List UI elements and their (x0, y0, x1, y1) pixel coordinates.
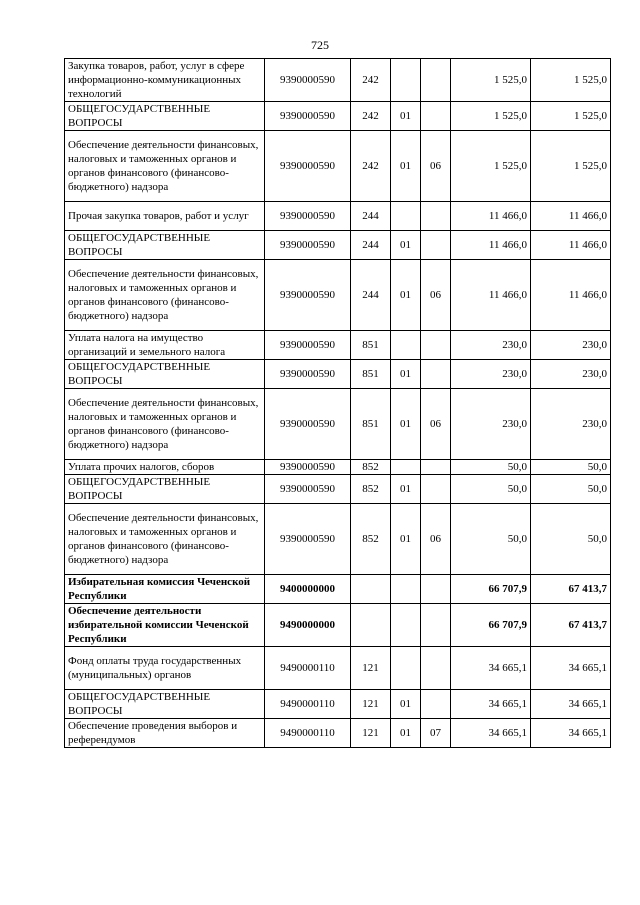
amount-year2-cell: 34 665,1 (531, 690, 611, 719)
subsection-cell (421, 475, 451, 504)
subsection-cell (421, 647, 451, 690)
table-row (65, 131, 611, 202)
subsection-cell: 06 (421, 389, 451, 460)
table-row (65, 231, 611, 260)
amount-year1-cell: 34 665,1 (451, 690, 531, 719)
row-name-cell: Обеспечение деятельности избирательной комиссии Чеченской Республики (65, 604, 265, 647)
table-row (65, 389, 611, 460)
section-cell: 01 (391, 102, 421, 131)
table-row (65, 202, 611, 231)
section-cell: 01 (391, 719, 421, 748)
expense-type-cell: 852 (351, 475, 391, 504)
subsection-cell: 06 (421, 260, 451, 331)
amount-year2-cell: 230,0 (531, 331, 611, 360)
amount-year2-cell: 34 665,1 (531, 647, 611, 690)
amount-year1-cell: 1 525,0 (451, 102, 531, 131)
expense-type-cell (351, 575, 391, 604)
expense-type-cell: 852 (351, 460, 391, 475)
amount-year1-cell: 66 707,9 (451, 575, 531, 604)
table-body (65, 59, 611, 748)
section-cell: 01 (391, 504, 421, 575)
target-article-cell: 9390000590 (265, 331, 351, 360)
section-cell (391, 460, 421, 475)
page-number: 725 (311, 38, 329, 52)
table-row (65, 575, 611, 604)
section-cell: 01 (391, 260, 421, 331)
expense-type-cell: 121 (351, 690, 391, 719)
expense-type-cell: 242 (351, 131, 391, 202)
amount-year2-cell: 50,0 (531, 460, 611, 475)
subsection-cell (421, 460, 451, 475)
target-article-cell: 9400000000 (265, 575, 351, 604)
subsection-cell (421, 102, 451, 131)
row-name-cell: Обеспечение деятельности финансовых, налоговых и таможенных органов и органов финансового (финансово-бюджетного) надзора (65, 389, 265, 460)
subsection-cell (421, 360, 451, 389)
amount-year2-cell: 230,0 (531, 389, 611, 460)
budget-table (64, 58, 611, 748)
row-name-cell: Фонд оплаты труда государственных (муниципальных) органов (65, 647, 265, 690)
amount-year1-cell: 230,0 (451, 389, 531, 460)
row-name-cell: ОБЩЕГОСУДАРСТВЕННЫЕ ВОПРОСЫ (65, 231, 265, 260)
target-article-cell: 9390000590 (265, 504, 351, 575)
row-name-cell: Уплата налога на имущество организаций и земельного налога (65, 331, 265, 360)
target-article-cell: 9490000000 (265, 604, 351, 647)
table-row (65, 360, 611, 389)
subsection-cell: 07 (421, 719, 451, 748)
amount-year2-cell: 11 466,0 (531, 260, 611, 331)
section-cell (391, 604, 421, 647)
amount-year1-cell: 1 525,0 (451, 131, 531, 202)
table-row (65, 260, 611, 331)
subsection-cell: 06 (421, 504, 451, 575)
amount-year1-cell: 230,0 (451, 360, 531, 389)
expense-type-cell: 852 (351, 504, 391, 575)
target-article-cell: 9390000590 (265, 460, 351, 475)
section-cell: 01 (391, 360, 421, 389)
row-name-cell: Закупка товаров, работ, услуг в сфере информационно-коммуникационных технологий (65, 59, 265, 102)
target-article-cell: 9390000590 (265, 389, 351, 460)
table-row (65, 59, 611, 102)
row-name-cell: Прочая закупка товаров, работ и услуг (65, 202, 265, 231)
subsection-cell (421, 575, 451, 604)
amount-year2-cell: 1 525,0 (531, 59, 611, 102)
target-article-cell: 9390000590 (265, 131, 351, 202)
expense-type-cell: 851 (351, 331, 391, 360)
table-row (65, 475, 611, 504)
table-row (65, 604, 611, 647)
section-cell (391, 202, 421, 231)
amount-year2-cell: 50,0 (531, 504, 611, 575)
section-cell (391, 575, 421, 604)
expense-type-cell (351, 604, 391, 647)
amount-year1-cell: 11 466,0 (451, 260, 531, 331)
expense-type-cell: 244 (351, 231, 391, 260)
amount-year1-cell: 34 665,1 (451, 719, 531, 748)
expense-type-cell: 242 (351, 102, 391, 131)
subsection-cell (421, 202, 451, 231)
section-cell: 01 (391, 690, 421, 719)
expense-type-cell: 244 (351, 260, 391, 331)
table-row (65, 647, 611, 690)
row-name-cell: ОБЩЕГОСУДАРСТВЕННЫЕ ВОПРОСЫ (65, 360, 265, 389)
expense-type-cell: 244 (351, 202, 391, 231)
amount-year1-cell: 50,0 (451, 460, 531, 475)
amount-year2-cell: 67 413,7 (531, 575, 611, 604)
amount-year1-cell: 66 707,9 (451, 604, 531, 647)
subsection-cell (421, 604, 451, 647)
amount-year1-cell: 230,0 (451, 331, 531, 360)
section-cell: 01 (391, 475, 421, 504)
table-row (65, 690, 611, 719)
amount-year2-cell: 67 413,7 (531, 604, 611, 647)
amount-year2-cell: 34 665,1 (531, 719, 611, 748)
amount-year2-cell: 230,0 (531, 360, 611, 389)
subsection-cell (421, 331, 451, 360)
amount-year1-cell: 50,0 (451, 475, 531, 504)
subsection-cell (421, 59, 451, 102)
row-name-cell: Избирательная комиссия Чеченской Республики (65, 575, 265, 604)
table-row (65, 460, 611, 475)
expense-type-cell: 851 (351, 389, 391, 460)
target-article-cell: 9390000590 (265, 59, 351, 102)
amount-year1-cell: 11 466,0 (451, 202, 531, 231)
subsection-cell: 06 (421, 131, 451, 202)
row-name-cell: ОБЩЕГОСУДАРСТВЕННЫЕ ВОПРОСЫ (65, 102, 265, 131)
target-article-cell: 9390000590 (265, 475, 351, 504)
row-name-cell: Обеспечение деятельности финансовых, налоговых и таможенных органов и органов финансового (финансово-бюджетного) надзора (65, 504, 265, 575)
section-cell: 01 (391, 389, 421, 460)
subsection-cell (421, 690, 451, 719)
target-article-cell: 9490000110 (265, 719, 351, 748)
amount-year2-cell: 11 466,0 (531, 202, 611, 231)
table-row (65, 504, 611, 575)
row-name-cell: Обеспечение деятельности финансовых, налоговых и таможенных органов и органов финансового (финансово-бюджетного) надзора (65, 260, 265, 331)
amount-year2-cell: 11 466,0 (531, 231, 611, 260)
expense-type-cell: 121 (351, 647, 391, 690)
row-name-cell: Уплата прочих налогов, сборов (65, 460, 265, 475)
row-name-cell: ОБЩЕГОСУДАРСТВЕННЫЕ ВОПРОСЫ (65, 690, 265, 719)
target-article-cell: 9390000590 (265, 360, 351, 389)
amount-year1-cell: 1 525,0 (451, 59, 531, 102)
amount-year2-cell: 50,0 (531, 475, 611, 504)
section-cell: 01 (391, 131, 421, 202)
section-cell (391, 647, 421, 690)
expense-type-cell: 121 (351, 719, 391, 748)
amount-year1-cell: 11 466,0 (451, 231, 531, 260)
amount-year1-cell: 50,0 (451, 504, 531, 575)
expense-type-cell: 242 (351, 59, 391, 102)
amount-year2-cell: 1 525,0 (531, 131, 611, 202)
target-article-cell: 9390000590 (265, 260, 351, 331)
subsection-cell (421, 231, 451, 260)
amount-year1-cell: 34 665,1 (451, 647, 531, 690)
row-name-cell: ОБЩЕГОСУДАРСТВЕННЫЕ ВОПРОСЫ (65, 475, 265, 504)
row-name-cell: Обеспечение деятельности финансовых, налоговых и таможенных органов и органов финансового (финансово-бюджетного) надзора (65, 131, 265, 202)
expense-type-cell: 851 (351, 360, 391, 389)
target-article-cell: 9390000590 (265, 202, 351, 231)
row-name-cell: Обеспечение проведения выборов и референдумов (65, 719, 265, 748)
section-cell: 01 (391, 231, 421, 260)
section-cell (391, 331, 421, 360)
table-row (65, 331, 611, 360)
table-row (65, 719, 611, 748)
amount-year2-cell: 1 525,0 (531, 102, 611, 131)
target-article-cell: 9390000590 (265, 231, 351, 260)
target-article-cell: 9490000110 (265, 647, 351, 690)
target-article-cell: 9490000110 (265, 690, 351, 719)
table-row (65, 102, 611, 131)
target-article-cell: 9390000590 (265, 102, 351, 131)
section-cell (391, 59, 421, 102)
